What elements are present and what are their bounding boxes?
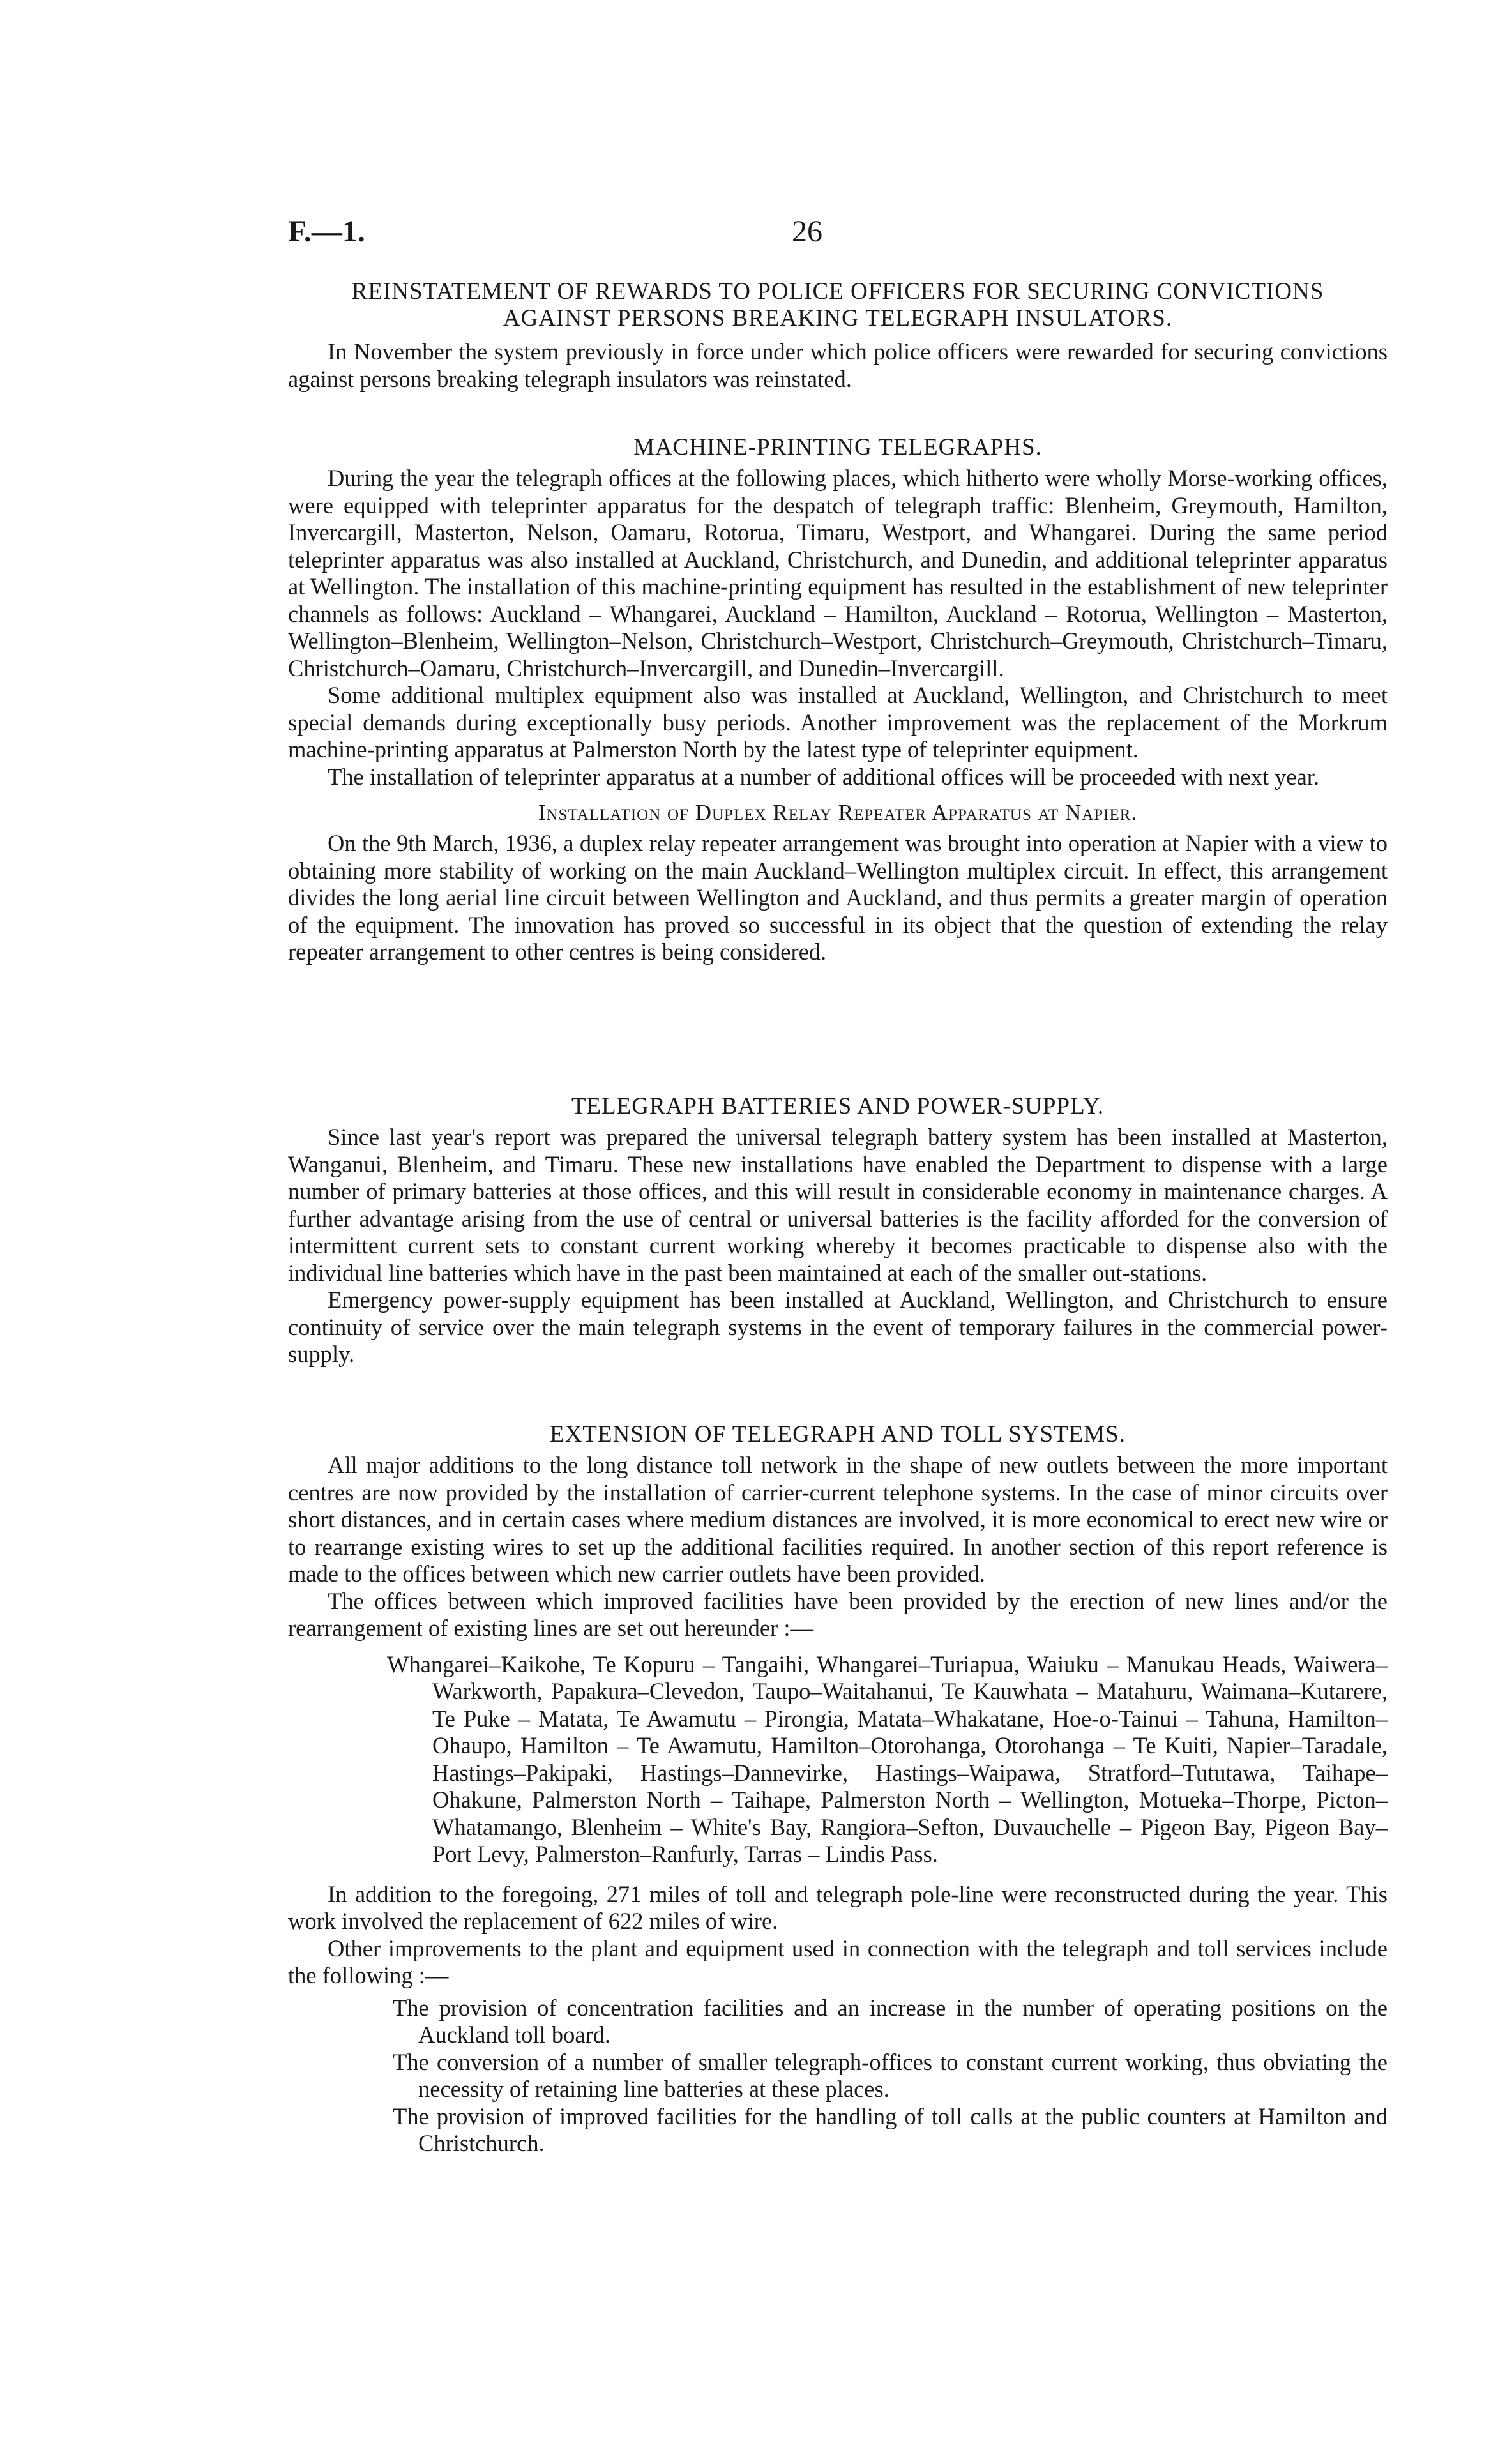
list-item: The provision of concentration facilities and an increase in the number of operating positions on the Auckland toll board. — [393, 1994, 1388, 2048]
paragraph: The offices between which improved facilities have been provided by the erection of new lines and/or the rearrangement of existing lines are set out hereunder :— — [288, 1587, 1388, 1641]
paragraph: During the year the telegraph offices at the following places, which hitherto were wholly Morse-working offices, were equipped with teleprinter apparatus for the despatch of telegraph traffic: Blenheim, Greymouth, Hamilton, Invercargill, Masterton, Nelson, Oamaru, Rotorua, Timaru, Westport, and Whangarei. During the same period teleprinter apparatus was also installed at Auckland, Christchurch, and Dunedin, and additional teleprinter apparatus at Wellington. The installation of this machine-printing equipment has resulted in the establishment of new teleprinter channels as follows: Auckland – Whangarei, Auckland – Hamilton, Auckland – Rotorua, Wellington – Masterton, Wellington–Blenheim, Wellington–Nelson, Christchurch–Westport, Christchurch–Greymouth, Christchurch–Timaru, Christchurch–Oamaru, Christchurch–Invercargill, and Dunedin–Invercargill. — [288, 465, 1388, 681]
paragraph: On the 9th March, 1936, a duplex relay repeater arrangement was brought into operation at Napier with a view to obtaining more stability of working on the main Auckland–Wellington multiplex circuit. In effect, this arrangement divides the long aerial line circuit between Wellington and Auckland, and thus permits a greater margin of operation of the equipment. The innovation has proved so successful in its object that the question of extending the relay repeater arrangement to other centres is being considered. — [288, 830, 1388, 965]
section-batteries — [288, 1093, 1388, 1368]
section-extension — [288, 1421, 1388, 2158]
section-title: EXTENSION OF TELEGRAPH AND TOLL SYSTEMS. — [549, 1421, 1126, 1447]
document-reference: F.—1. — [288, 215, 365, 248]
paragraph: Emergency power-supply equipment has been installed at Auckland, Wellington, and Christchurch to ensure continuity of service over the main telegraph systems in the event of temporary failures in the commercial power-supply. — [288, 1287, 1388, 1367]
paragraph: In November the system previously in force under which police officers were rewarded for securing convictions against persons breaking telegraph insulators was reinstated. — [288, 338, 1388, 392]
subheading: Installation of Duplex Relay Repeater Apparatus at Napier. — [538, 800, 1138, 825]
paragraph: Some additional multiplex equipment also was installed at Auckland, Wellington, and Christchurch to meet special demands during exceptionally busy periods. Another improvement was the replacement of the Morkrum machine-printing apparatus at Palmerston North by the latest type of teleprinter equipment. — [288, 682, 1388, 762]
paragraph: The installation of teleprinter apparatus at a number of additional offices will be proceeded with next year. — [328, 763, 1320, 790]
section-title: TELEGRAPH BATTERIES AND POWER-SUPPLY. — [571, 1093, 1105, 1119]
list-item: The conversion of a number of smaller telegraph-offices to constant current working, thus obviating the necessity of retaining line batteries at these places. — [393, 2048, 1388, 2102]
list-item: The provision of improved facilities for the handling of toll calls at the public counters at Hamilton and Christchurch. — [393, 2103, 1388, 2156]
paragraph: Since last year's report was prepared the universal telegraph battery system has been installed at Masterton, Wanganui, Blenheim, and Timaru. These new installations have enabled the Department to dispense with a large number of primary batteries at those offices, and this will result in considerable economy in maintenance charges. A further advantage arising from the use of central or universal batteries is the facility afforded for the conversion of intermittent current sets to constant current working whereby it becomes practicable to dispense also with the individual line batteries which have in the past been maintained at each of the smaller out-stations. — [288, 1124, 1388, 1286]
page-number: 26 — [792, 215, 822, 248]
section-title: MACHINE-PRINTING TELEGRAPHS. — [633, 434, 1042, 460]
paragraph: Other improvements to the plant and equipment used in connection with the telegraph and toll services include the following :— — [288, 1935, 1388, 1988]
section-title-line-2: AGAINST PERSONS BREAKING TELEGRAPH INSULATORS. — [503, 305, 1173, 331]
places-list: Whangarei–Kaikohe, Te Kopuru – Tangaihi, Whangarei–Turiapua, Waiuku – Manukau Heads, Waiwera–Warkworth, Papakura–Clevedon, Taupo–Waitahanui, Te Kauwhata – Matahuru, Waimana–Kutarere, Te Puke – Matata, Te Awamutu – Pirongia, Matata–Whakatane, Hoe-o-Tainui – Tahuna, Hamilton–Ohaupo, Hamilton – Te Awamutu, Hamilton–Otorohanga, Otorohanga – Te Kuiti, Napier–Taradale, Hastings–Pakipaki, Hastings–Dannevirke, Hastings–Waipawa, Stratford–Tututawa, Taihape–Ohakune, Palmerston North – Taihape, Palmerston North – Wellington, Motueka–Thorpe, Picton–Whatamango, Blenheim – White's Bay, Rangiora–Sefton, Duvauchelle – Pigeon Bay, Pigeon Bay–Port Levy, Palmerston–Ranfurly, Tarras – Lindis Pass. — [387, 1651, 1388, 1867]
section-machine-printing — [288, 434, 1388, 966]
paragraph: All major additions to the long distance toll network in the shape of new outlets between the more important centres are now provided by the installation of carrier-current telephone systems. In the case of minor circuits over short distances, and in certain cases where medium distances are involved, it is more economical to erect new wire or to rearrange existing wires to set up the additional facilities required. In another section of this report reference is made to the offices between which new carrier outlets have been provided. — [288, 1452, 1388, 1587]
section-title: REINSTATEMENT OF REWARDS TO POLICE OFFICERS FOR SECURING CONVICTIONS — [351, 278, 1324, 305]
section-police-rewards — [288, 278, 1388, 393]
paragraph: In addition to the foregoing, 271 miles of toll and telegraph pole-line were reconstructed during the year. This work involved the replacement of 622 miles of wire. — [288, 1880, 1388, 1934]
